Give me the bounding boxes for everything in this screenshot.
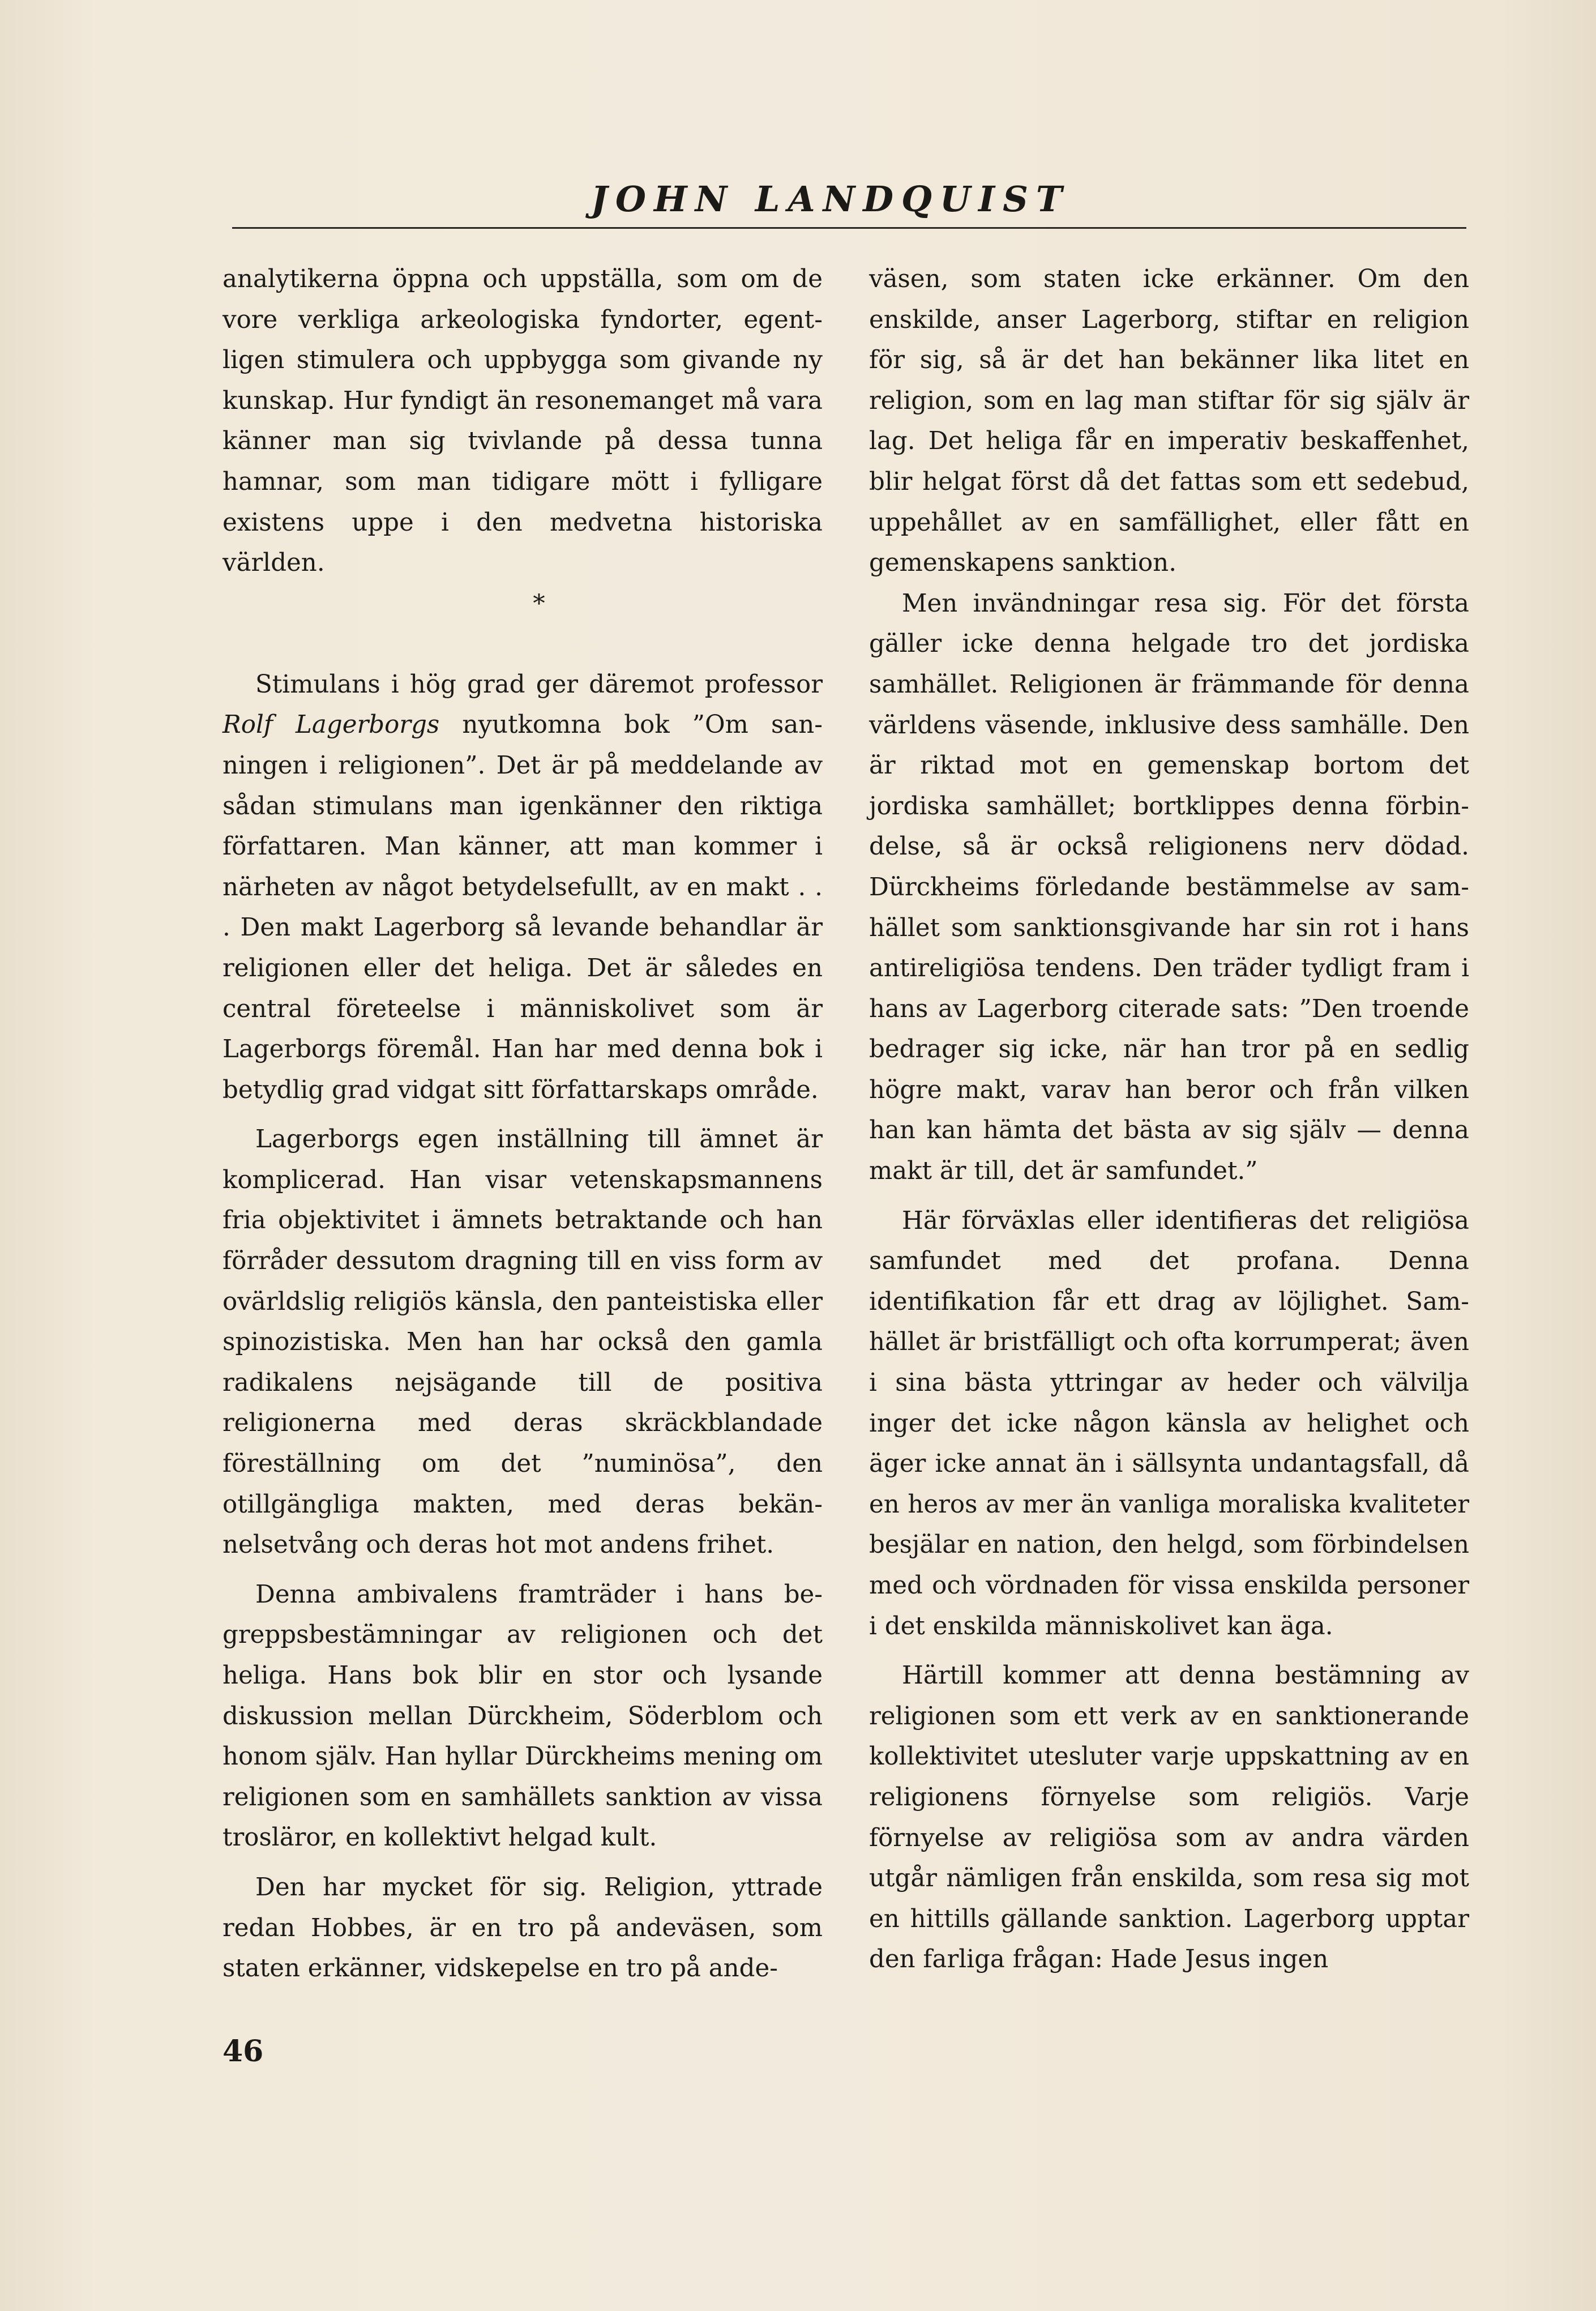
left-paragraph-4: Denna ambivalens framträder i hans begreppsbestämningar av religionen och det heliga. Hans bok blir en stor och lysande diskussion mellan Dürckheim, Söderblom och honom själv. Han hyllar Dürckheims mening om religionen som en samhällets sanktion av vissa trosläror, en kollektivt helgad kult. xyxy=(223,1580,823,1852)
running-head xyxy=(232,169,1466,220)
header-rule xyxy=(232,227,1466,229)
right-column xyxy=(869,259,1469,1980)
left-paragraph-2 xyxy=(223,665,823,1111)
left-paragraph-3: Lagerborgs egen inställning till ämnet är komplicerad. Han visar vetenskapsmannens fria objektivitet i ämnets betraktande och han förråder dessutom dragning till en viss form av ovärldslig religiös känsla, den panteistiska eller spinozistiska. Men han har också den gamla radikalens nejsägande till de positiva religionerna med deras skräckblandade föreställning om det ”numinösa”, den otillgängliga makten, med deras bekännelsetvång och deras hot mot andens frihet. xyxy=(223,1125,823,1560)
left-paragraph-2-pre: Stimulans i hög grad ger däremot professor xyxy=(255,670,823,699)
left-paragraph-5: Den har mycket för sig. Religion, yttrade redan Hobbes, är en tro på andeväsen, som staten erkänner, vidskepelse en tro på ande- xyxy=(223,1873,823,1983)
right-paragraph-3: Här förväxlas eller identifieras det religiösa samfundet med det profana. Denna identifikation får ett drag av löjlighet. Samhället är bristfälligt och ofta korrumperat; även i sina bästa yttringar av heder och välvilja inger det icke någon känsla av helighet och äger icke annat än i sällsynta undantagsfall, då en heros av mer än vanliga moraliska kvaliteter besjälar en nation, den helgd, som förbindelsen med och vördnaden för vissa enskilda personer i det enskilda människolivet kan äga. xyxy=(869,1206,1469,1641)
section-break-asterisk: * xyxy=(533,589,545,618)
left-paragraph-2-post: nyutkomna bok ”Om sanningen i religionen”. Det är på meddelande av sådan stimulans man igenkänner den riktiga författaren. Man känner, att man kommer i närheten av något betydelsefullt, av en makt . . . Den makt Lagerborg så levande behandlar är religionen eller det heliga. Det är således en central företeelse i människolivet som är Lagerborgs föremål. Han har med denna bok i betydlig grad vidgat sitt författarskaps område. xyxy=(223,711,823,1104)
running-head-text: JOHN LANDQUIST xyxy=(591,178,1070,220)
author-name-italic: Rolf Lagerborgs xyxy=(223,711,440,740)
right-paragraph-4: Härtill kommer att denna bestämning av religionen som ett verk av en sanktionerande kollektivitet utesluter varje uppskattning av en religionens förnyelse som religiös. Varje förnyelse av religiösa som av andra värden utgår nämligen från enskilda, som resa sig mot en hittills gällande sanktion. Lagerborg upptar den farliga frågan: Hade Jesus ingen xyxy=(869,1661,1469,1974)
right-paragraph-1: väsen, som staten icke erkänner. Om den enskilde, anser Lagerborg, stiftar en religion för sig, så är det han bekänner lika litet en religion, som en lag man stiftar för sig själv är lag. Det heliga får en imperativ beskaffenhet, blir helgat först då det fattas som ett sedebud, uppehållet av en samfällighet, eller fått en gemenskapens sanktion. xyxy=(869,265,1469,578)
left-paragraph-1: analytikerna öppna och uppställa, som om de vore verkliga arkeologiska fyndorter, egentligen stimulera och uppbygga som givande ny kunskap. Hur fyndigt än resonemanget må vara känner man sig tvivlande på dessa tunna hamnar, som man tidigare mött i fylligare existens uppe i den medvetna historiska världen. xyxy=(223,265,823,578)
right-paragraph-2: Men invändningar resa sig. För det första gäller icke denna helgade tro det jordiska samhället. Religionen är främmande för denna världens väsende, inklusive dess samhälle. Den är riktad mot en gemenskap bortom det jordiska samhället; bortklippes denna förbindelse, så är också religionens nerv dödad. Dürckheims förledande bestämmelse av samhället som sanktionsgivande har sin rot i hans antireligiösa tendens. Den träder tydligt fram i hans av Lagerborg citerade sats: ”Den troende bedrager sig icke, när han tror på en sedlig högre makt, varav han beror och från vilken han kan hämta det bästa av sig själv — denna makt är till, det är samfundet.” xyxy=(869,589,1469,1186)
left-column xyxy=(223,259,823,1989)
page-number: 46 xyxy=(223,2034,264,2069)
